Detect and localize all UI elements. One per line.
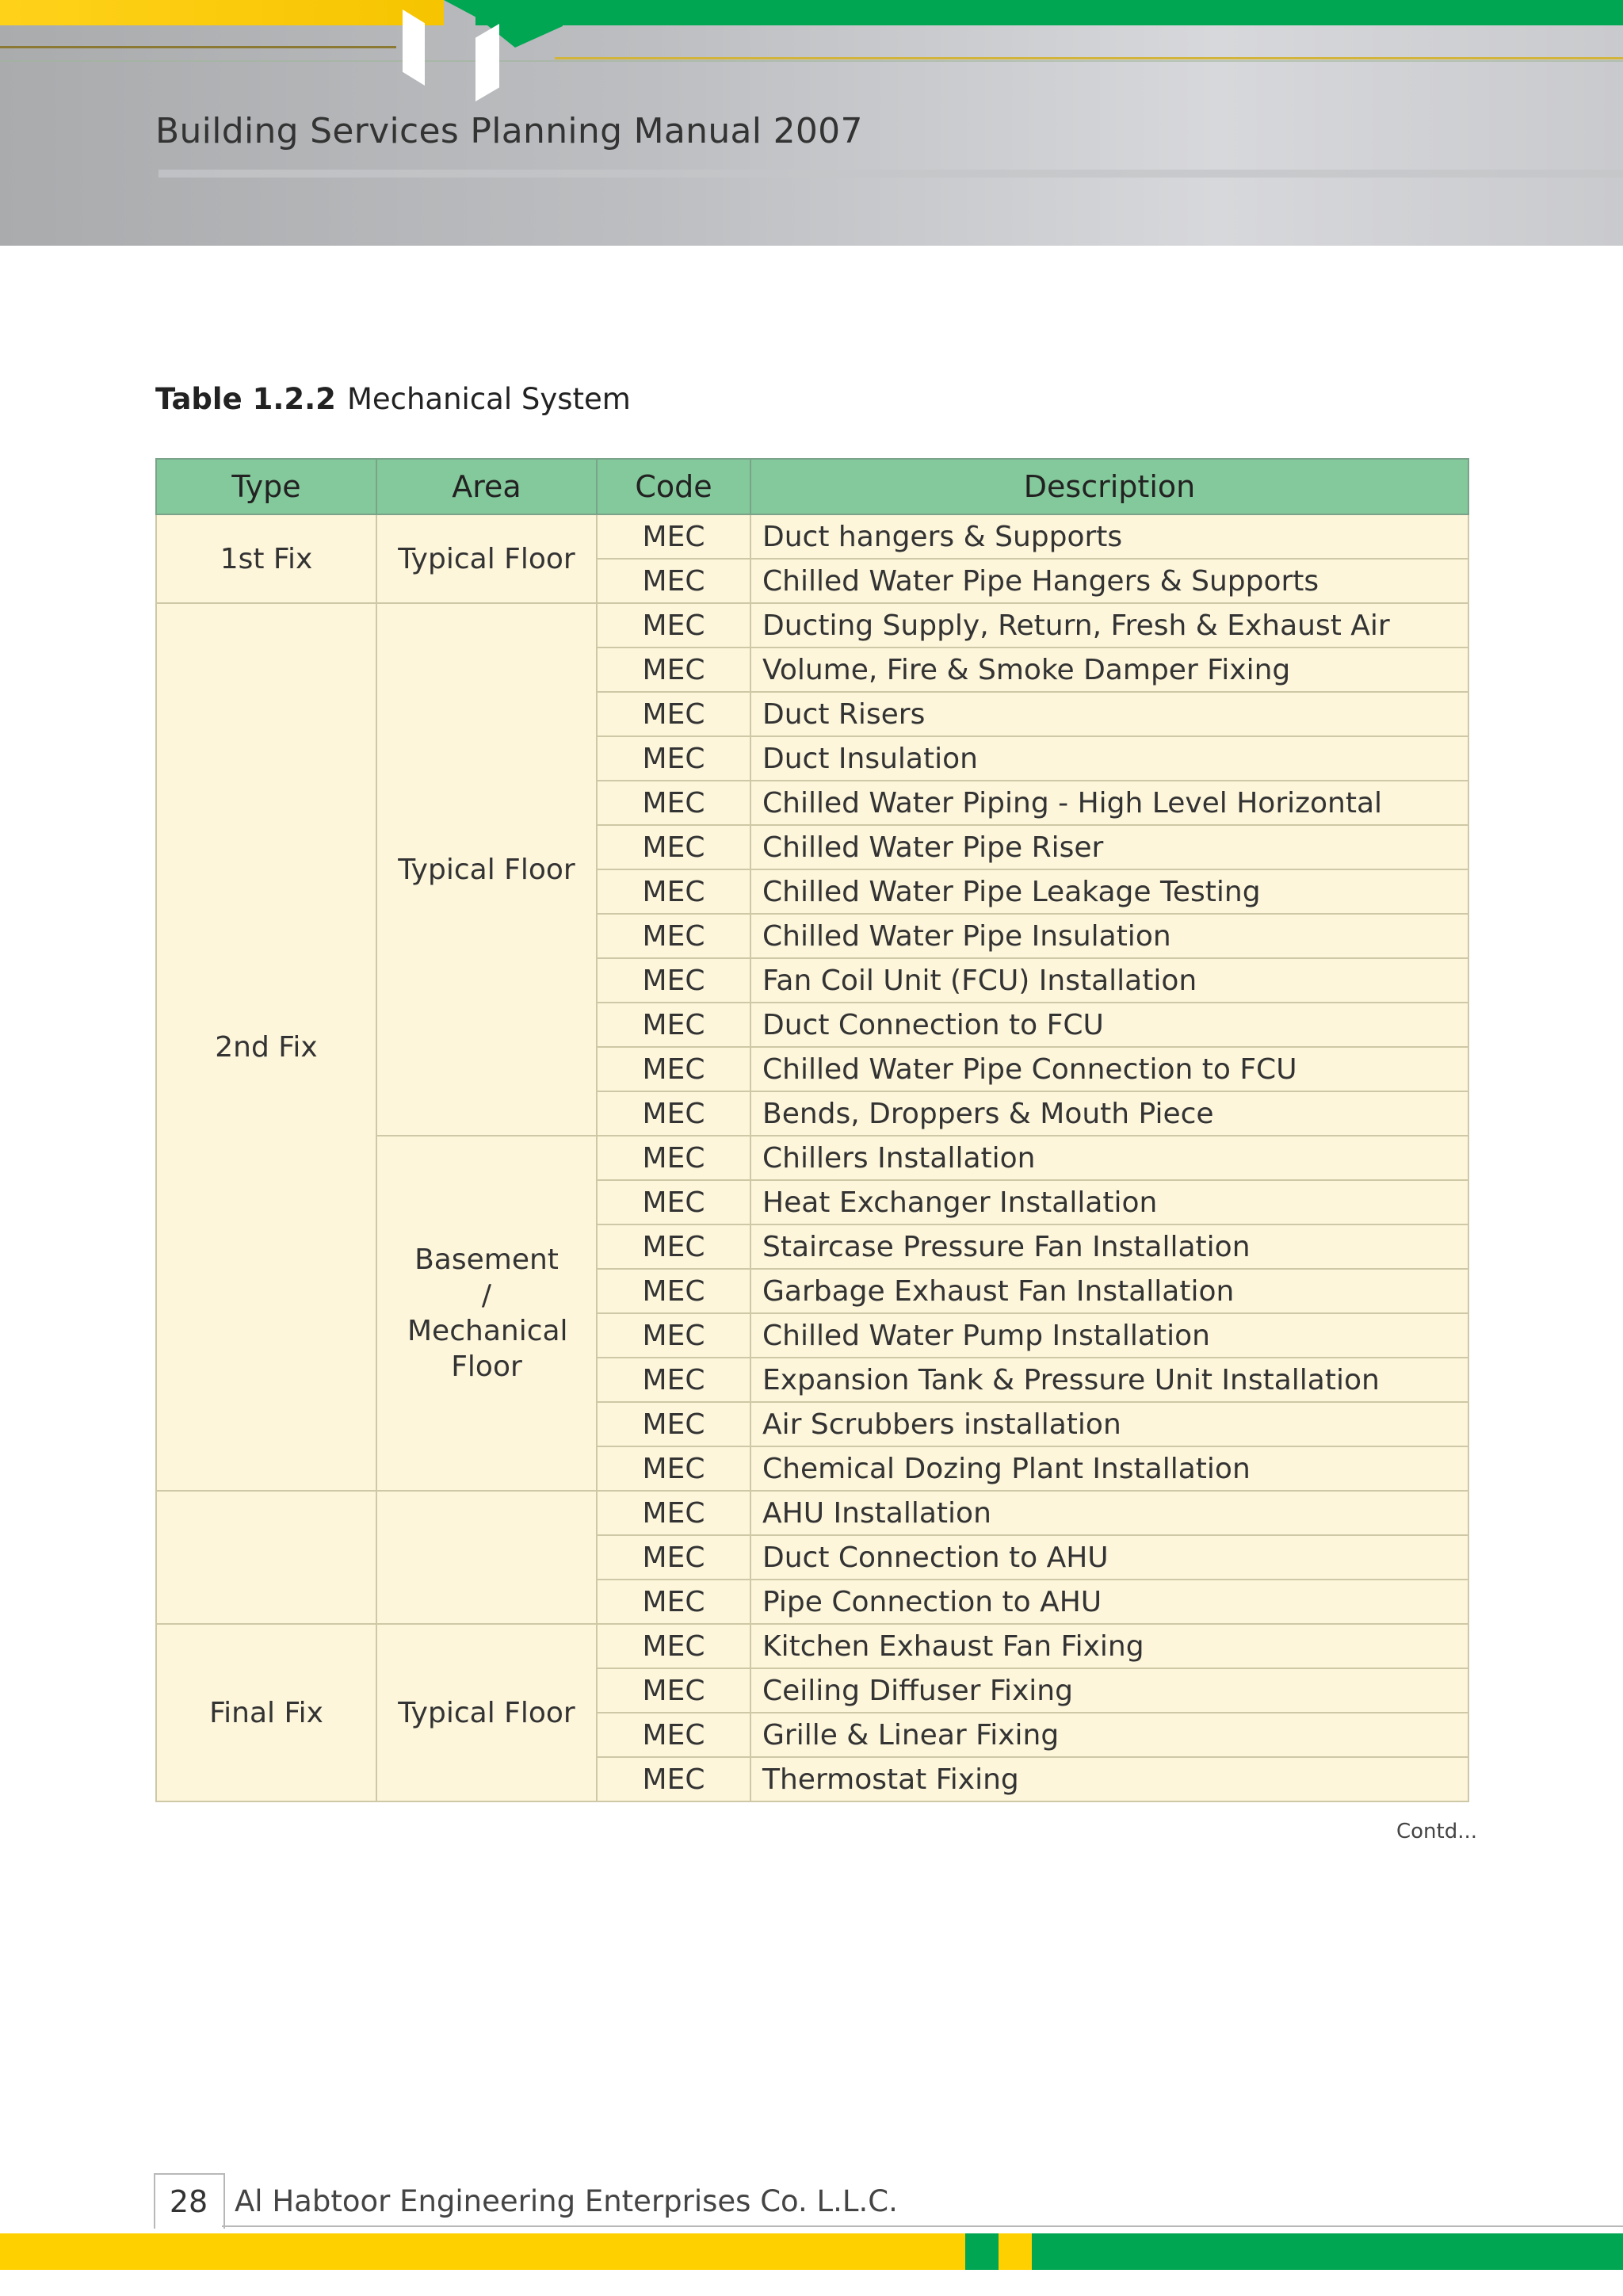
code-cell: MEC (597, 1446, 750, 1491)
code-cell: MEC (597, 1491, 750, 1535)
code-cell: MEC (597, 958, 750, 1003)
description-cell: Air Scrubbers installation (750, 1402, 1468, 1446)
description-cell: Chilled Water Pipe Riser (750, 825, 1468, 869)
description-cell: Thermostat Fixing (750, 1757, 1468, 1801)
description-cell: Duct hangers & Supports (750, 514, 1468, 559)
footer-green-band (1032, 2233, 1623, 2270)
table-row (156, 514, 1468, 559)
type-cell: Final Fix (156, 1624, 376, 1801)
empty-area-cell (376, 1491, 597, 1624)
description-cell: Chilled Water Pipe Insulation (750, 914, 1468, 958)
description-cell: Heat Exchanger Installation (750, 1180, 1468, 1224)
table-caption (155, 382, 631, 416)
header-grey-stripe (158, 170, 1623, 178)
description-cell: Chilled Water Pipe Hangers & Supports (750, 559, 1468, 603)
column-header-description: Description (750, 459, 1468, 514)
page-title: Building Services Planning Manual 2007 (155, 111, 863, 151)
header-yellow-stripe (0, 0, 444, 25)
code-cell: MEC (597, 1358, 750, 1402)
code-cell: MEC (597, 914, 750, 958)
code-cell: MEC (597, 1136, 750, 1180)
description-cell: Bends, Droppers & Mouth Piece (750, 1091, 1468, 1136)
code-cell: MEC (597, 648, 750, 692)
header-thin-line (555, 57, 1623, 59)
code-cell: MEC (597, 781, 750, 825)
area-basement-label: Basement / Mechanical Floor (407, 1244, 568, 1383)
footer-rule (222, 2225, 1623, 2227)
code-cell: MEC (597, 1224, 750, 1269)
description-cell: Ceiling Diffuser Fixing (750, 1668, 1468, 1713)
table-title: Mechanical System (346, 382, 631, 416)
code-cell: MEC (597, 1091, 750, 1136)
code-cell: MEC (597, 1047, 750, 1091)
description-cell: Duct Insulation (750, 736, 1468, 781)
description-cell: Kitchen Exhaust Fan Fixing (750, 1624, 1468, 1668)
code-cell: MEC (597, 1535, 750, 1580)
description-cell: Duct Connection to FCU (750, 1003, 1468, 1047)
description-cell: Grille & Linear Fixing (750, 1713, 1468, 1757)
code-cell: MEC (597, 825, 750, 869)
table-header-row (156, 459, 1468, 514)
header-thin-line (0, 60, 1623, 62)
footer-green-block (965, 2233, 999, 2270)
header-thin-line (0, 46, 396, 48)
column-header-area: Area (376, 459, 597, 514)
description-cell: Chilled Water Piping - High Level Horizontal (750, 781, 1468, 825)
header-green-stripe (475, 0, 1623, 25)
code-cell: MEC (597, 603, 750, 648)
code-cell: MEC (597, 736, 750, 781)
page-header-banner (0, 0, 1623, 246)
type-cell: 1st Fix (156, 514, 376, 603)
description-cell: Pipe Connection to AHU (750, 1580, 1468, 1624)
header-green-flag (444, 0, 563, 48)
code-cell: MEC (597, 1624, 750, 1668)
description-cell: AHU Installation (750, 1491, 1468, 1535)
code-cell: MEC (597, 559, 750, 603)
area-cell: Typical Floor (376, 603, 597, 1136)
area-cell: Typical Floor (376, 1624, 597, 1801)
description-cell: Chilled Water Pump Installation (750, 1313, 1468, 1358)
footer-yellow-band (0, 2233, 965, 2270)
code-cell: MEC (597, 1269, 750, 1313)
code-cell: MEC (597, 1003, 750, 1047)
description-cell: Fan Coil Unit (FCU) Installation (750, 958, 1468, 1003)
description-cell: Ducting Supply, Return, Fresh & Exhaust Air (750, 603, 1468, 648)
description-cell: Duct Risers (750, 692, 1468, 736)
code-cell: MEC (597, 1757, 750, 1801)
table-row (156, 603, 1468, 648)
column-header-type: Type (156, 459, 376, 514)
header-logo-block (475, 24, 499, 101)
code-cell: MEC (597, 1713, 750, 1757)
code-cell: MEC (597, 869, 750, 914)
description-cell: Chilled Water Pipe Leakage Testing (750, 869, 1468, 914)
code-cell: MEC (597, 1180, 750, 1224)
type-cell: 2nd Fix (156, 603, 376, 1491)
code-cell: MEC (597, 1580, 750, 1624)
code-cell: MEC (597, 1313, 750, 1358)
description-cell: Duct Connection to AHU (750, 1535, 1468, 1580)
continued-note: Contd... (1396, 1820, 1478, 1843)
empty-type-cell (156, 1491, 376, 1624)
code-cell: MEC (597, 1668, 750, 1713)
description-cell: Staircase Pressure Fan Installation (750, 1224, 1468, 1269)
mechanical-system-table (155, 458, 1469, 1802)
description-cell: Chillers Installation (750, 1136, 1468, 1180)
footer-yellow-block (999, 2233, 1032, 2270)
area-cell: Typical Floor (376, 514, 597, 603)
table-row (156, 1624, 1468, 1668)
code-cell: MEC (597, 692, 750, 736)
description-cell: Expansion Tank & Pressure Unit Installation (750, 1358, 1468, 1402)
code-cell: MEC (597, 514, 750, 559)
table-number: Table 1.2.2 (155, 382, 336, 416)
code-cell: MEC (597, 1402, 750, 1446)
company-name: Al Habtoor Engineering Enterprises Co. L.L.C. (235, 2184, 898, 2218)
description-cell: Chemical Dozing Plant Installation (750, 1446, 1468, 1491)
description-cell: Garbage Exhaust Fan Installation (750, 1269, 1468, 1313)
description-cell: Chilled Water Pipe Connection to FCU (750, 1047, 1468, 1091)
page-number: 28 (169, 2184, 208, 2219)
description-cell: Volume, Fire & Smoke Damper Fixing (750, 648, 1468, 692)
table-row (156, 1491, 1468, 1535)
area-cell (376, 1136, 597, 1491)
column-header-code: Code (597, 459, 750, 514)
